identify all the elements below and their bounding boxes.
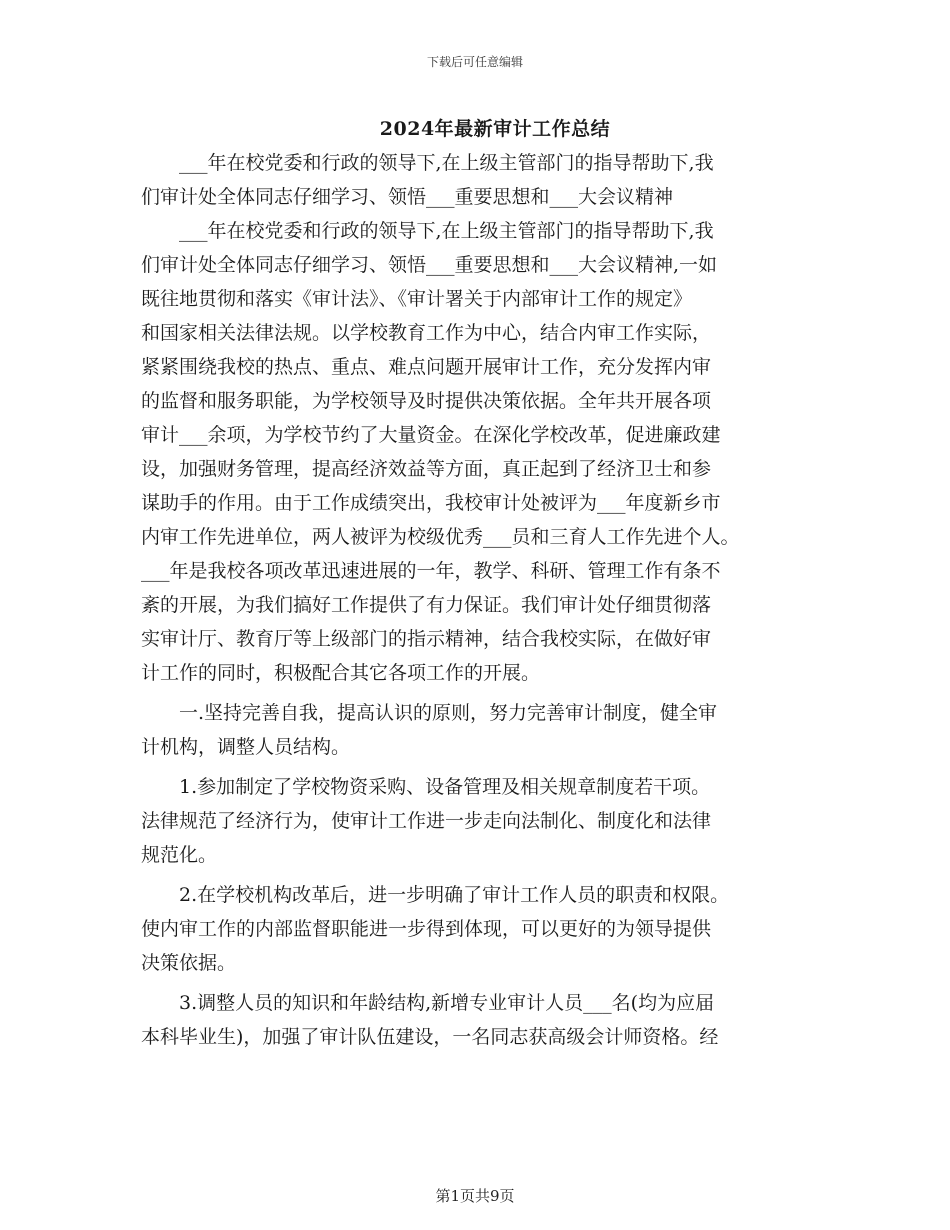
body-line: 们审计处全体同志仔细学习、领悟___重要思想和___大会议精神 xyxy=(141,186,674,208)
list-item: 1.参加制定了学校物资采购、设备管理及相关规章制度若干项。 xyxy=(179,776,711,798)
body-line: 计工作的同时，积极配合其它各项工作的开展。 xyxy=(141,662,541,684)
body-line: 们审计处全体同志仔细学习、领悟___重要思想和___大会议精神,一如 xyxy=(141,254,718,276)
body-line: 既往地贯彻和落实《审计法》、《审计署关于内部审计工作的规定》 xyxy=(141,288,693,310)
body-line: 本科毕业生)，加强了审计队伍建设，一名同志获高级会计师资格。经 xyxy=(141,1026,719,1048)
body-line: 紧紧围绕我校的热点、重点、难点问题开展审计工作，充分发挥内审 xyxy=(141,356,712,378)
body-line: 设，加强财务管理，提高经济效益等方面，真正起到了经济卫士和参 xyxy=(141,458,712,480)
body-line: 内审工作先进单位，两人被评为校级优秀___员和三育人工作先进个人。 xyxy=(141,526,740,548)
document-title: 2024年最新审计工作总结 xyxy=(379,118,611,140)
body-line: 法律规范了经济行为，使审计工作进一步走向法制化、制度化和法律 xyxy=(141,810,712,832)
body-line: ___年在校党委和行政的领导下,在上级主管部门的指导帮助下,我 xyxy=(179,220,714,242)
page-number: 第1页共9页 xyxy=(435,1187,515,1205)
list-item: 3.调整人员的知识和年龄结构,新增专业审计人员___名(均为应届 xyxy=(179,992,715,1014)
body-line: 的监督和服务职能，为学校领导及时提供决策依据。全年共开展各项 xyxy=(141,390,712,412)
body-line: 实审计厅、教育厅等上级部门的指示精神，结合我校实际，在做好审 xyxy=(141,628,712,650)
body-line: 决策依据。 xyxy=(141,952,237,974)
body-line: ___年在校党委和行政的领导下,在上级主管部门的指导帮助下,我 xyxy=(179,152,714,174)
body-line: ___年是我校各项改革迅速进展的一年，教学、科研、管理工作有条不 xyxy=(141,560,721,582)
body-line: 使内审工作的内部监督职能进一步得到体现，可以更好的为领导提供 xyxy=(141,918,712,940)
document-body xyxy=(141,146,816,1054)
body-line: 规范化。 xyxy=(141,844,218,866)
header-note: 下载后可任意编辑 xyxy=(426,55,523,69)
list-item: 2.在学校机构改革后，进一步明确了审计工作人员的职责和权限。 xyxy=(179,884,730,906)
section-heading: 计机构，调整人员结构。 xyxy=(141,736,351,758)
body-line: 和国家相关法律法规。以学校教育工作为中心，结合内审工作实际， xyxy=(141,322,712,344)
body-line: 紊的开展，为我们搞好工作提供了有力保证。我们审计处仔细贯彻落 xyxy=(141,594,712,616)
body-line: 谋助手的作用。由于工作成绩突出，我校审计处被评为___年度新乡市 xyxy=(141,492,721,514)
section-heading: 一.坚持完善自我，提高认识的原则，努力完善审计制度，健全审 xyxy=(179,702,718,724)
body-line: 审计___余项，为学校节约了大量资金。在深化学校改革，促进廉政建 xyxy=(141,424,721,446)
